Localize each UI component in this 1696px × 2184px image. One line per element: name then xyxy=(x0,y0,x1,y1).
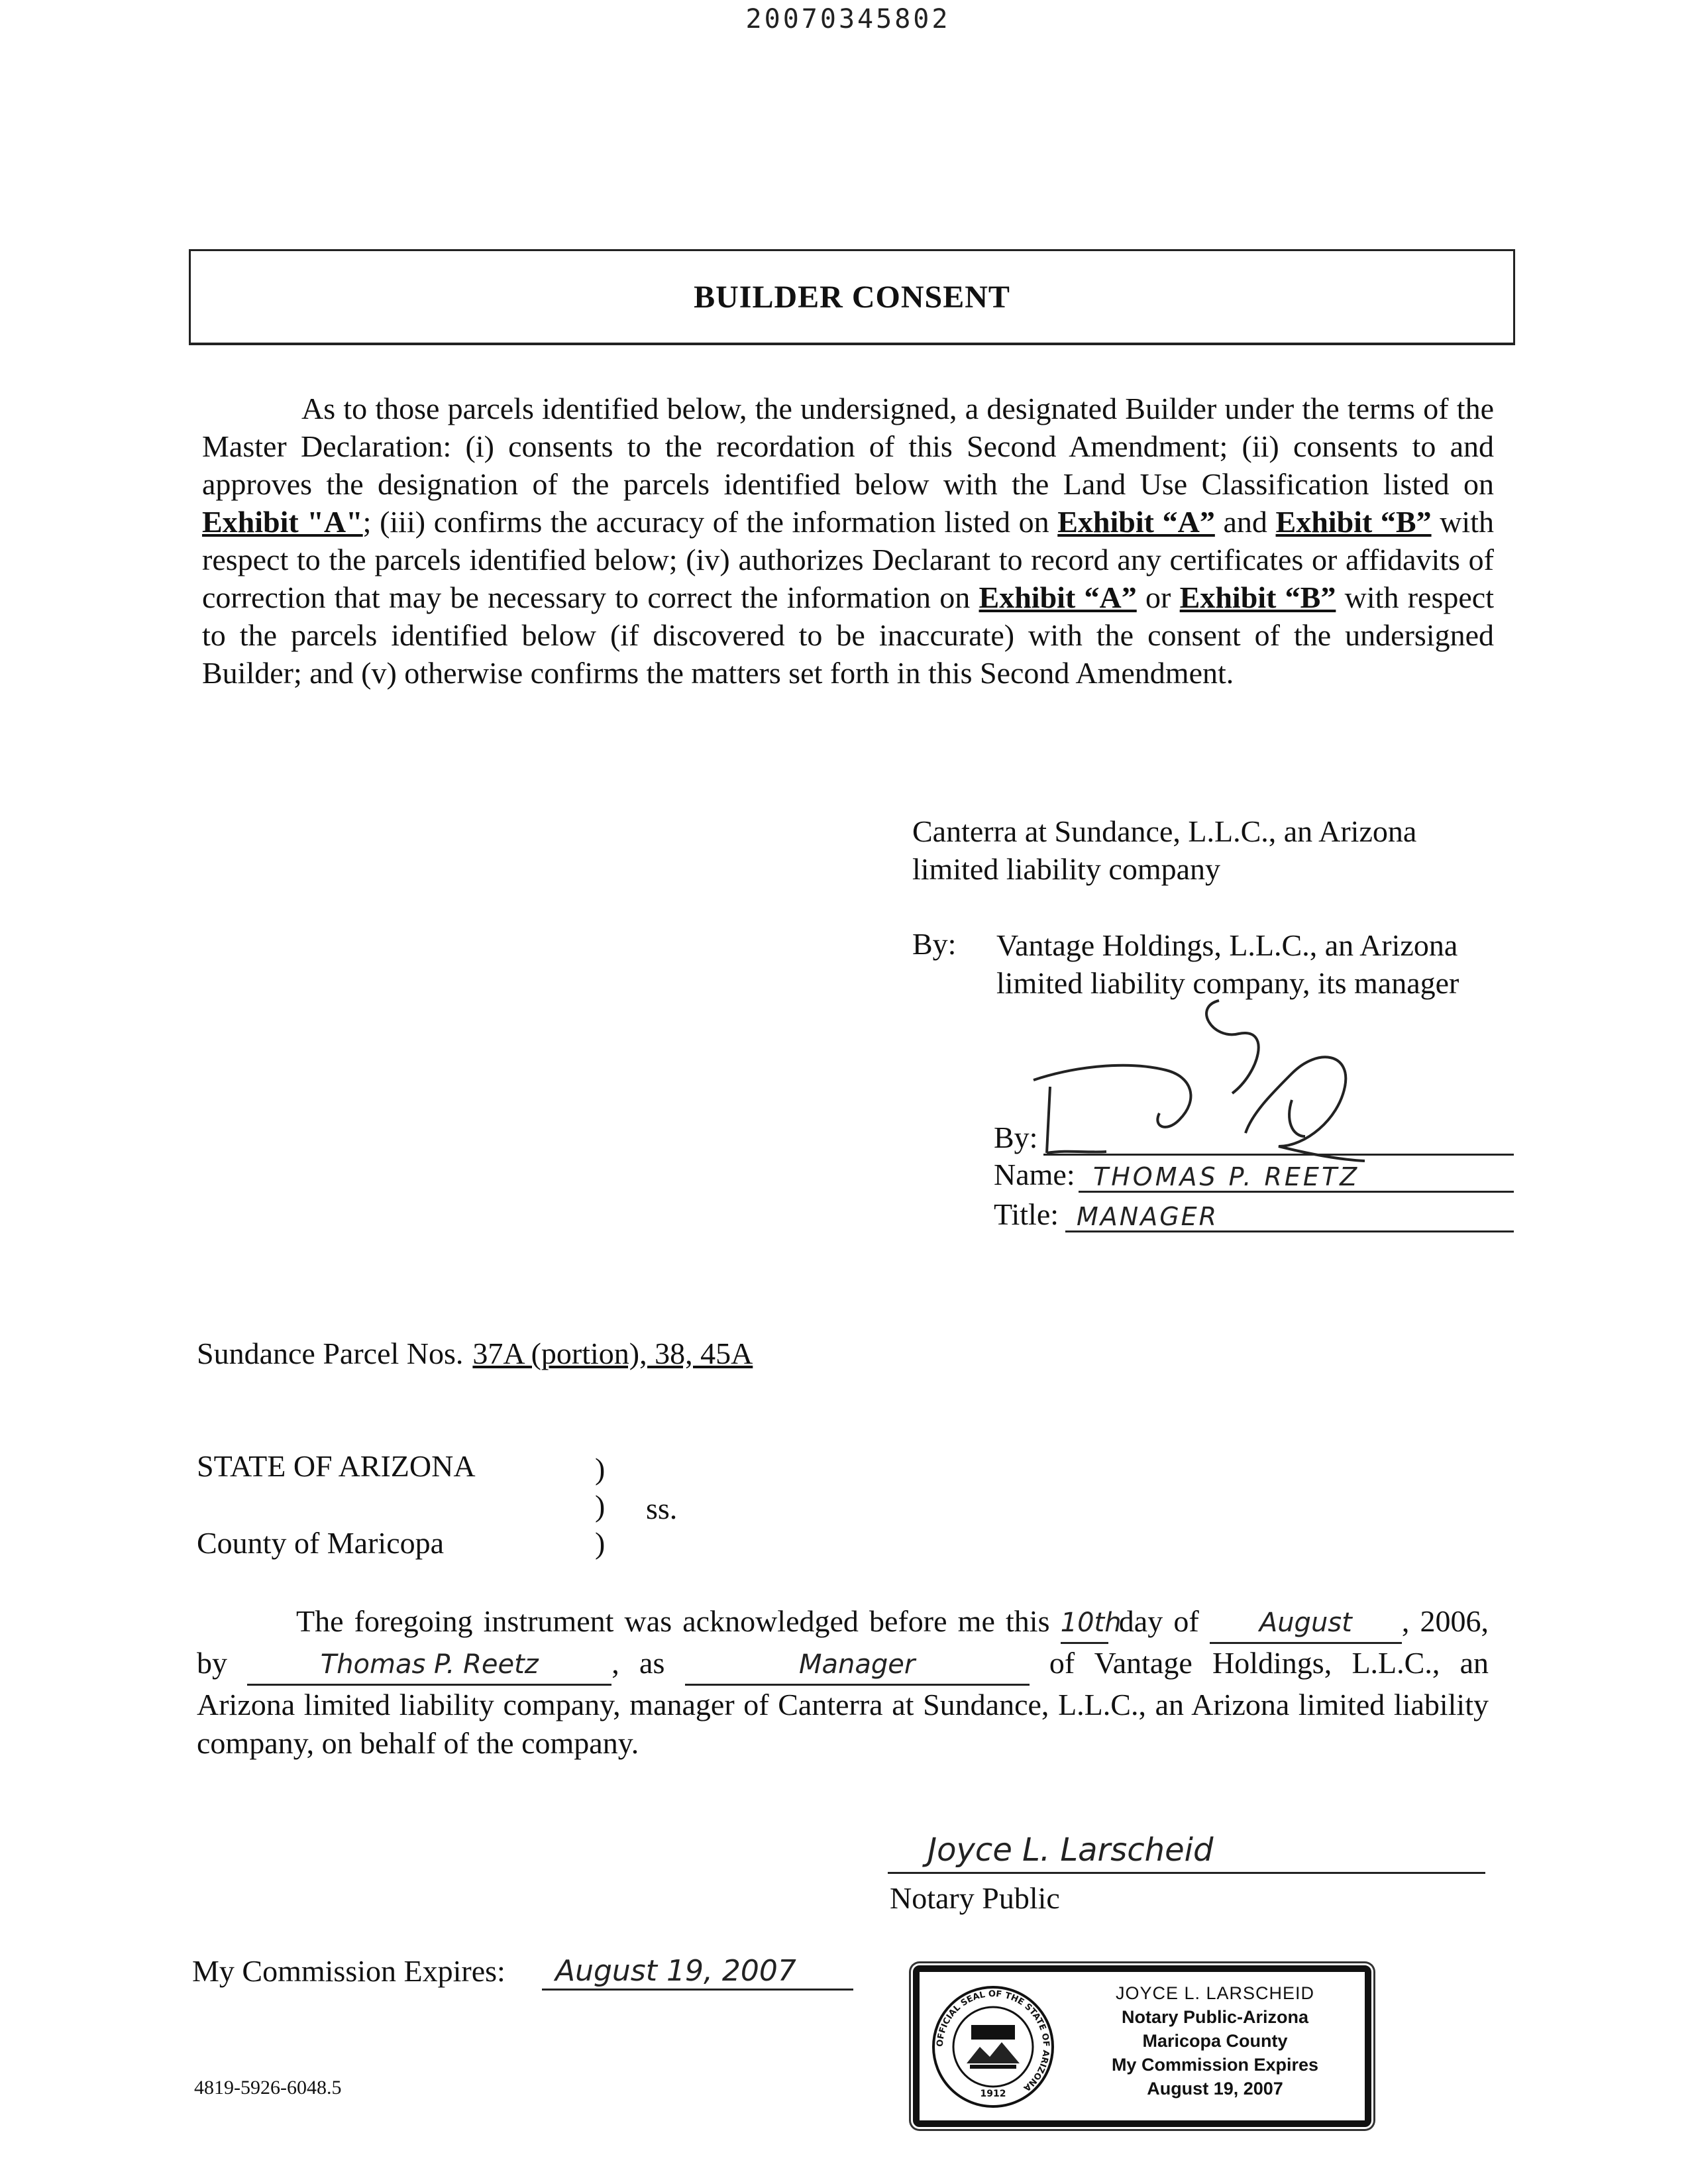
exhibit-a-reference: Exhibit "A" xyxy=(202,505,363,539)
body-text: ; (iii) confirms the accuracy of the information listed on xyxy=(362,505,1058,539)
parcel-label: Sundance Parcel Nos. xyxy=(197,1337,464,1370)
ack-capacity-value: Manager xyxy=(798,1649,916,1680)
name-value: THOMAS P. REETZ xyxy=(1093,1162,1360,1191)
ack-text: The foregoing instrument was acknowledged before me this xyxy=(296,1604,1061,1638)
by-label: By: xyxy=(912,927,957,961)
exhibit-a-reference: Exhibit “A” xyxy=(1057,505,1215,539)
document-number: 20070345802 xyxy=(745,4,951,34)
manager-name: Vantage Holdings, L.L.C., an Arizona limited liability company, its manager xyxy=(996,928,1459,1000)
acknowledgment-paragraph xyxy=(197,1602,1489,1763)
stamp-line: My Commission Expires xyxy=(1111,2055,1319,2075)
ack-capacity-blank xyxy=(685,1644,1030,1686)
commission-date: August 19, 2007 xyxy=(555,1954,796,1988)
ack-person-blank xyxy=(247,1644,611,1686)
parcel-numbers xyxy=(197,1336,753,1371)
commission-date-blank xyxy=(542,1952,853,1991)
ack-day-blank xyxy=(1060,1602,1122,1644)
by-line-label: By: xyxy=(994,1120,1038,1154)
ack-person-value: Thomas P. Reetz xyxy=(320,1649,539,1680)
footer-document-code: 4819-5926-6048.5 xyxy=(194,2077,342,2099)
body-text: with respect to the parcels identified below (if discovered to be inaccurate) with the consent of the undersigned Builder; and (v) otherwise confirms the matters set forth in this Second Amendment. xyxy=(202,580,1494,690)
stamp-text xyxy=(1076,1981,1354,2101)
notary-signature: Joyce L. Larscheid xyxy=(928,1831,1214,1869)
notary-underline xyxy=(888,1872,1485,1874)
seal-text: OFFICIAL SEAL OF THE STATE OF ARIZONA xyxy=(935,1989,1051,2093)
venue-ss: ss. xyxy=(646,1492,678,1525)
name-underline xyxy=(1079,1191,1514,1193)
commission-underline xyxy=(542,1989,853,1991)
parcel-value: 37A (portion), 38, 45A xyxy=(472,1337,753,1370)
state-seal-icon xyxy=(930,1984,1056,2110)
seal-year: 1912 xyxy=(980,2089,1006,2099)
venue-paren: ) xyxy=(595,1489,606,1523)
commission-label: My Commission Expires: xyxy=(192,1954,505,1988)
exhibit-b-reference: Exhibit “B” xyxy=(1179,580,1336,614)
page-title: BUILDER CONSENT xyxy=(694,279,1010,315)
ack-text: , as xyxy=(611,1646,685,1680)
title-box xyxy=(189,249,1515,345)
title-label: Title: xyxy=(994,1197,1059,1231)
title-value: MANAGER xyxy=(1077,1202,1219,1231)
stamp-line: Maricopa County xyxy=(1142,2031,1288,2051)
stamp-name: JOYCE L. LARSCHEID xyxy=(1115,1983,1315,2003)
venue-state: STATE OF ARIZONA xyxy=(197,1449,476,1483)
title-underline xyxy=(1065,1230,1514,1232)
ack-text: of Vantage Holdings, L.L.C., an Arizona limited liability company, manager of Canterra at Sundance, L.L.C., an Arizona limited liability company, on behalf of the company. xyxy=(197,1646,1489,1760)
notary-stamp xyxy=(913,1965,1371,2127)
exhibit-b-reference: Exhibit “B” xyxy=(1275,505,1432,539)
exhibit-a-reference: Exhibit “A” xyxy=(979,580,1137,614)
body-text: or xyxy=(1136,580,1180,614)
signature-underline xyxy=(1043,1154,1514,1156)
company-name: Canterra at Sundance, L.L.C., an Arizona limited liability company xyxy=(912,814,1417,886)
name-label: Name: xyxy=(994,1158,1075,1191)
ack-month-blank xyxy=(1210,1602,1402,1644)
ack-month-value: August xyxy=(1259,1608,1352,1638)
venue-paren: ) xyxy=(595,1452,606,1486)
ack-text: day of xyxy=(1108,1604,1210,1638)
ack-day-value: 10th xyxy=(1060,1608,1122,1638)
title-line xyxy=(994,1197,1514,1232)
notary-signature-block xyxy=(888,1817,1485,1874)
stamp-line: August 19, 2007 xyxy=(1147,2079,1283,2099)
body-text: As to those parcels identified below, the undersigned, a designated Builder under the terms of the Master Declaration: (i) consents to the recordation of this Second Amendment; (ii) consents to and approves the designation of the parcels identified below with the Land Use Classification listed on xyxy=(202,392,1494,501)
venue-paren: ) xyxy=(595,1526,606,1560)
ack-text: , 2006, by xyxy=(197,1604,1489,1680)
venue-county: County of Maricopa xyxy=(197,1526,445,1560)
by-signature-line xyxy=(994,1120,1514,1156)
stamp-line: Notary Public-Arizona xyxy=(1121,2007,1309,2027)
body-text: and xyxy=(1214,505,1276,539)
body-text: with respect to the parcels identified below; (iv) authorizes Declarant to record any certificates or affidavits of correction that may be necessary to correct the information on xyxy=(202,505,1494,614)
notary-label: Notary Public xyxy=(890,1881,1060,1915)
consent-paragraph xyxy=(202,390,1494,692)
name-line xyxy=(994,1157,1514,1193)
